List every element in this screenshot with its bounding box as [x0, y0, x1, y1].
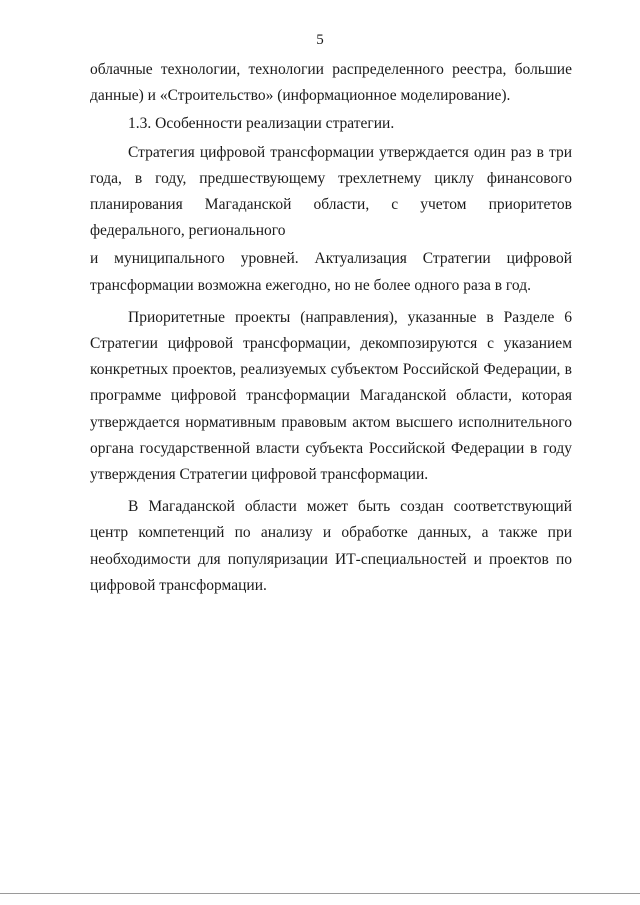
document-body — [90, 57, 572, 599]
paragraph-continuation: облачные технологии, технологии распределенного реестра, большие данные) и «Строительство» (информационное моделирование). — [90, 61, 572, 105]
page-number: 5 — [316, 32, 324, 48]
paragraph-strategy-approval: Стратегия цифровой трансформации утверждается один раз в три года, в году, предшествующему трехлетнему циклу финансового планирования Магаданской области, с учетом приоритетов федерального, регионального — [90, 143, 572, 240]
section-heading: 1.3. Особенности реализации стратегии. — [128, 115, 395, 133]
paragraph-competence-center: В Магаданской области может быть создан соответствующий центр компетенций по анализу и обработке данных, а также при необходимости для популяризации ИТ-специальностей и проектов по цифровой трансформации. — [90, 498, 572, 594]
paragraph-strategy-update: и муниципального уровней. Актуализация Стратегии цифровой трансформации возможна ежегодно, но не более одного раза в год. — [90, 250, 572, 294]
paragraph-priority-projects: Приоритетные проекты (направления), указанные в Разделе 6 Стратегии цифровой трансформации, декомпозируются с указанием конкретных проектов, реализуемых субъектом Российской Федерации, в программе цифровой трансформации Магаданской области, которая утверждается нормативным правовым актом высшего исполнительного органа государственной власти субъекта Российской Федерации в году утверждения Стратегии цифровой трансформации. — [90, 308, 572, 484]
bottom-edge-line — [0, 893, 640, 894]
